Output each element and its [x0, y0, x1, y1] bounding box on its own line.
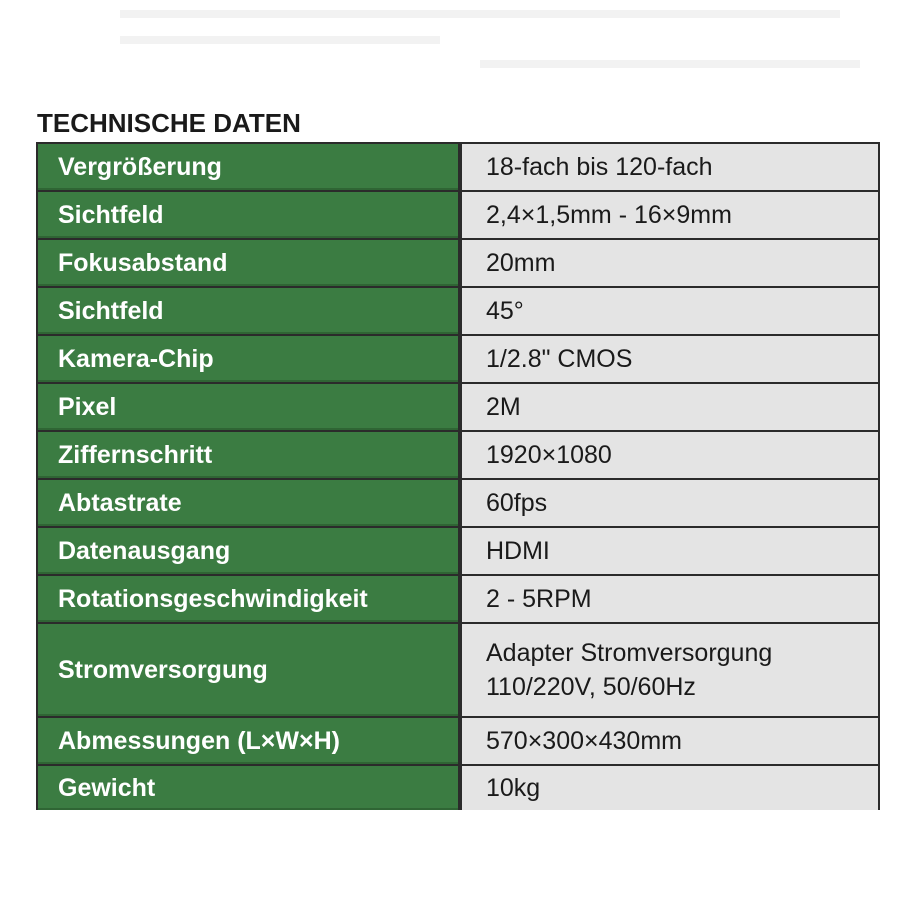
row-label-camera-chip: Kamera-Chip	[38, 336, 460, 382]
row-value-dimensions: 570×300×430mm	[462, 718, 878, 764]
row-label-resolution: Ziffernschritt	[38, 432, 460, 478]
row-value-camera-chip: 1/2.8" CMOS	[462, 336, 878, 382]
row-label-focus-distance: Fokusabstand	[38, 240, 460, 286]
power-supply-line-1: Adapter Stromversorgung	[486, 639, 773, 667]
row-value-field-of-view: 2,4×1,5mm - 16×9mm	[462, 192, 878, 238]
row-value-pixel: 2M	[462, 384, 878, 430]
spec-table	[36, 142, 880, 810]
section-title: TECHNISCHE DATEN	[37, 108, 301, 138]
row-label-field-of-view: Sichtfeld	[38, 192, 460, 238]
row-label-data-output: Datenausgang	[38, 528, 460, 574]
row-value-frame-rate: 60fps	[462, 480, 878, 526]
row-value-field-of-view-angle: 45°	[462, 288, 878, 334]
row-label-dimensions: Abmessungen (L×W×H)	[38, 718, 460, 764]
row-label-pixel: Pixel	[38, 384, 460, 430]
row-label-magnification: Vergrößerung	[38, 144, 460, 190]
power-supply-line-2: 110/220V, 50/60Hz	[486, 673, 696, 701]
row-value-resolution: 1920×1080	[462, 432, 878, 478]
row-value-magnification: 18-fach bis 120-fach	[462, 144, 878, 190]
row-value-focus-distance: 20mm	[462, 240, 878, 286]
row-label-frame-rate: Abtastrate	[38, 480, 460, 526]
row-label-rotation-speed: Rotationsgeschwindigkeit	[38, 576, 460, 622]
row-value-power-supply	[462, 624, 878, 716]
row-value-rotation-speed: 2 - 5RPM	[462, 576, 878, 622]
row-label-weight: Gewicht	[38, 766, 460, 810]
row-label-power-supply: Stromversorgung	[38, 624, 460, 716]
row-value-data-output: HDMI	[462, 528, 878, 574]
row-value-weight: 10kg	[462, 766, 878, 810]
row-label-field-of-view-angle: Sichtfeld	[38, 288, 460, 334]
faded-background-text	[120, 6, 860, 66]
